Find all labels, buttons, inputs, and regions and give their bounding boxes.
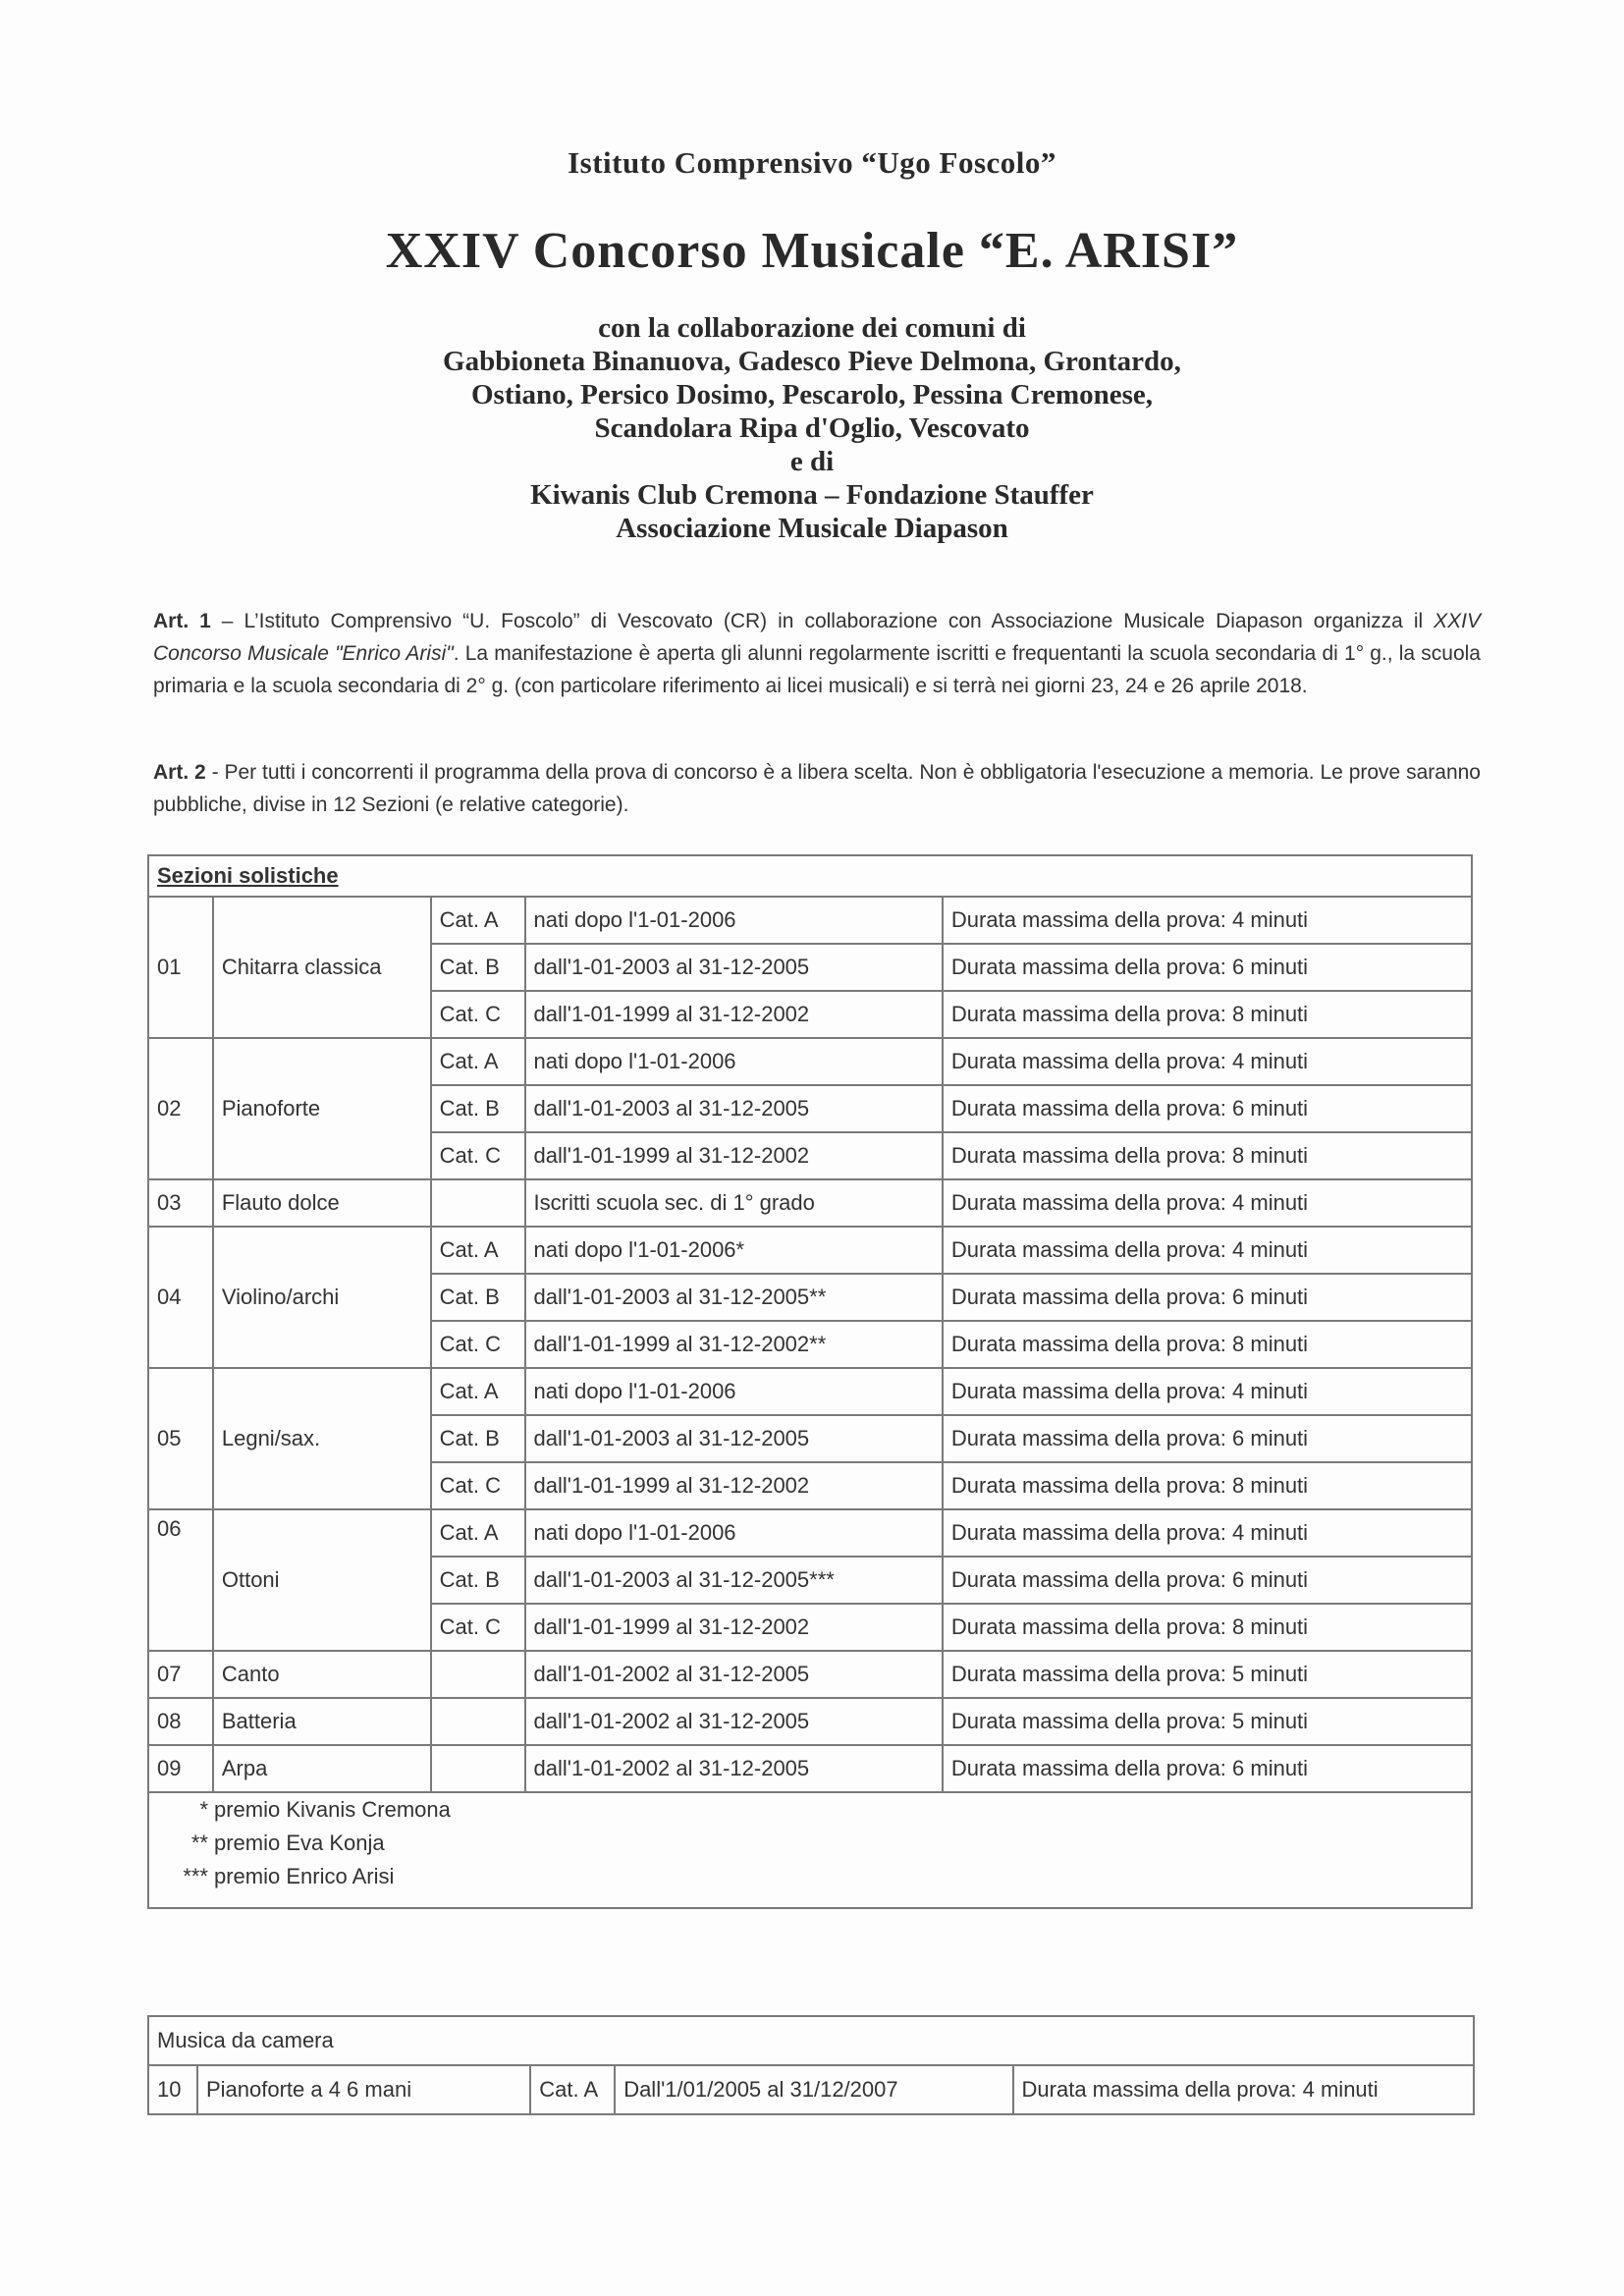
category	[431, 1651, 525, 1698]
article-1	[153, 605, 1481, 702]
duration: Durata massima della prova: 6 minuti	[943, 944, 1472, 991]
table-row	[148, 1651, 1472, 1698]
duration: Durata massima della prova: 4 minuti	[943, 1227, 1472, 1274]
birth-range: dall'1-01-2002 al 31-12-2005	[525, 1698, 943, 1745]
section-number: 03	[148, 1179, 213, 1227]
section-name: Flauto dolce	[213, 1179, 431, 1227]
article-1-text-a: – L’Istituto Comprensivo “U. Foscolo” di Vescovato (CR) in collaborazione con Associazione Musicale Diapason organizza il	[210, 610, 1435, 632]
table-row	[148, 1698, 1472, 1745]
category: Cat. A	[431, 1368, 525, 1415]
section-number: 10	[148, 2065, 197, 2114]
school-name: Istituto Comprensivo “Ugo Foscolo”	[568, 145, 1056, 180]
birth-range: dall'1-01-2002 al 31-12-2005	[525, 1651, 943, 1698]
section-number: 06	[148, 1509, 213, 1651]
section-name: Legni/sax.	[213, 1368, 431, 1509]
birth-range: nati dopo l'1-01-2006	[525, 1038, 943, 1085]
duration: Durata massima della prova: 6 minuti	[943, 1745, 1472, 1792]
soloist-sections-table	[147, 854, 1473, 1909]
category: Cat. A	[431, 1227, 525, 1274]
article-1-label: Art. 1	[153, 610, 211, 632]
duration: Durata massima della prova: 6 minuti	[943, 1415, 1472, 1462]
chamber-music-table	[147, 2015, 1475, 2115]
category: Cat. A	[431, 1038, 525, 1085]
category: Cat. A	[431, 897, 525, 944]
section-number: 01	[148, 897, 213, 1038]
article-2	[153, 756, 1481, 821]
category: Cat. C	[431, 991, 525, 1038]
collab-line-1: con la collaborazione dei comuni di	[598, 312, 1026, 344]
duration: Durata massima della prova: 8 minuti	[943, 1462, 1472, 1509]
table-row	[148, 1179, 1472, 1227]
section-number: 05	[148, 1368, 213, 1509]
birth-range: Dall'1/01/2005 al 31/12/2007	[615, 2065, 1012, 2114]
category	[431, 1698, 525, 1745]
table-row	[148, 1368, 1472, 1415]
footnotes-row	[148, 1792, 1472, 1908]
footnote-text: premio Eva Konja	[214, 1831, 385, 1855]
birth-range: dall'1-01-2003 al 31-12-2005	[525, 1415, 943, 1462]
duration: Durata massima della prova: 4 minuti	[943, 1179, 1472, 1227]
duration: Durata massima della prova: 8 minuti	[943, 1132, 1472, 1179]
article-1-italic: XXIV Concorso Musicale "Enrico Arisi"	[153, 610, 1481, 665]
birth-range: nati dopo l'1-01-2006	[525, 1368, 943, 1415]
footnote	[149, 1797, 1471, 1831]
table-row	[148, 1038, 1472, 1085]
category: Cat. B	[431, 1274, 525, 1321]
duration: Durata massima della prova: 4 minuti	[943, 1509, 1472, 1557]
duration: Durata massima della prova: 6 minuti	[943, 1274, 1472, 1321]
section-name: Violino/archi	[213, 1227, 431, 1368]
section-name: Pianoforte a 4 6 mani	[197, 2065, 530, 2114]
footnote-text: premio Enrico Arisi	[214, 1864, 395, 1888]
category: Cat. C	[431, 1132, 525, 1179]
duration: Durata massima della prova: 8 minuti	[943, 1321, 1472, 1368]
section-name: Ottoni	[213, 1509, 431, 1651]
duration: Durata massima della prova: 6 minuti	[943, 1557, 1472, 1604]
birth-range: dall'1-01-2003 al 31-12-2005	[525, 1085, 943, 1132]
section-number: 02	[148, 1038, 213, 1179]
birth-range: dall'1-01-2003 al 31-12-2005**	[525, 1274, 943, 1321]
birth-range: Iscritti scuola sec. di 1° grado	[525, 1179, 943, 1227]
footnote-text: premio Kivanis Cremona	[214, 1797, 451, 1822]
collab-line-4: Scandolara Ripa d'Oglio, Vescovato	[594, 412, 1030, 444]
duration: Durata massima della prova: 5 minuti	[943, 1698, 1472, 1745]
collab-line-5: e di	[789, 446, 835, 477]
duration: Durata massima della prova: 4 minuti	[943, 897, 1472, 944]
table-row	[148, 1509, 1472, 1557]
footnote-mark: ***	[183, 1864, 208, 1888]
table-row	[148, 2065, 1474, 2114]
duration: Durata massima della prova: 8 minuti	[943, 991, 1472, 1038]
section-number: 09	[148, 1745, 213, 1792]
category: Cat. C	[431, 1462, 525, 1509]
category	[431, 1745, 525, 1792]
table-row	[148, 1227, 1472, 1274]
section-name: Pianoforte	[213, 1038, 431, 1179]
duration: Durata massima della prova: 8 minuti	[943, 1604, 1472, 1651]
article-2-label: Art. 2	[153, 761, 206, 784]
category: Cat. A	[530, 2065, 615, 2114]
category: Cat. A	[431, 1509, 525, 1557]
chamber-heading: Musica da camera	[148, 2016, 1474, 2065]
birth-range: nati dopo l'1-01-2006*	[525, 1227, 943, 1274]
section-name: Arpa	[213, 1745, 431, 1792]
footnote	[149, 1831, 1471, 1864]
footnote-mark: *	[199, 1797, 208, 1822]
category: Cat. B	[431, 944, 525, 991]
birth-range: dall'1-01-2002 al 31-12-2005	[525, 1745, 943, 1792]
duration: Durata massima della prova: 4 minuti	[943, 1038, 1472, 1085]
collab-line-2: Gabbioneta Binanuova, Gadesco Pieve Delmona, Grontardo,	[443, 346, 1181, 377]
category: Cat. B	[431, 1557, 525, 1604]
duration: Durata massima della prova: 5 minuti	[943, 1651, 1472, 1698]
birth-range: dall'1-01-1999 al 31-12-2002	[525, 1132, 943, 1179]
article-1-text-b: . La manifestazione è aperta gli alunni regolarmente iscritti e frequentanti la scuola secondaria di 1° g., la scuola primaria e la scuola secondaria di 2° g. (con particolare riferimento ai licei musicali) e si terrà nei giorni 23, 24 e 26 aprile 2018.	[153, 642, 1481, 697]
birth-range: nati dopo l'1-01-2006	[525, 897, 943, 944]
collab-line-3: Ostiano, Persico Dosimo, Pescarolo, Pessina Cremonese,	[470, 379, 1154, 410]
category: Cat. C	[431, 1604, 525, 1651]
competition-title: XXIV Concorso Musicale “E. ARISI”	[385, 223, 1239, 279]
birth-range: dall'1-01-2003 al 31-12-2005***	[525, 1557, 943, 1604]
birth-range: dall'1-01-1999 al 31-12-2002	[525, 1462, 943, 1509]
soloist-heading: Sezioni solistiche	[148, 855, 1472, 897]
section-number: 08	[148, 1698, 213, 1745]
duration: Durata massima della prova: 4 minuti	[1013, 2065, 1474, 2114]
section-name: Canto	[213, 1651, 431, 1698]
footnote	[149, 1864, 1471, 1897]
table-row	[148, 1745, 1472, 1792]
birth-range: dall'1-01-1999 al 31-12-2002**	[525, 1321, 943, 1368]
table-row	[148, 897, 1472, 944]
birth-range: dall'1-01-2003 al 31-12-2005	[525, 944, 943, 991]
duration: Durata massima della prova: 6 minuti	[943, 1085, 1472, 1132]
category: Cat. B	[431, 1415, 525, 1462]
section-number: 04	[148, 1227, 213, 1368]
collab-line-7: Associazione Musicale Diapason	[616, 513, 1008, 544]
article-2-text: - Per tutti i concorrenti il programma della prova di concorso è a libera scelta. Non è obbligatoria l'esecuzione a memoria. Le prove saranno pubbliche, divise in 12 Sezioni (e relative categorie).	[153, 761, 1481, 816]
category: Cat. C	[431, 1321, 525, 1368]
birth-range: nati dopo l'1-01-2006	[525, 1509, 943, 1557]
footnote-mark: **	[190, 1831, 208, 1855]
category: Cat. B	[431, 1085, 525, 1132]
category	[431, 1179, 525, 1227]
section-name: Batteria	[213, 1698, 431, 1745]
section-name: Chitarra classica	[213, 897, 431, 1038]
collab-line-6: Kiwanis Club Cremona – Fondazione Stauffer	[530, 479, 1094, 511]
birth-range: dall'1-01-1999 al 31-12-2002	[525, 1604, 943, 1651]
birth-range: dall'1-01-1999 al 31-12-2002	[525, 991, 943, 1038]
duration: Durata massima della prova: 4 minuti	[943, 1368, 1472, 1415]
section-number: 07	[148, 1651, 213, 1698]
